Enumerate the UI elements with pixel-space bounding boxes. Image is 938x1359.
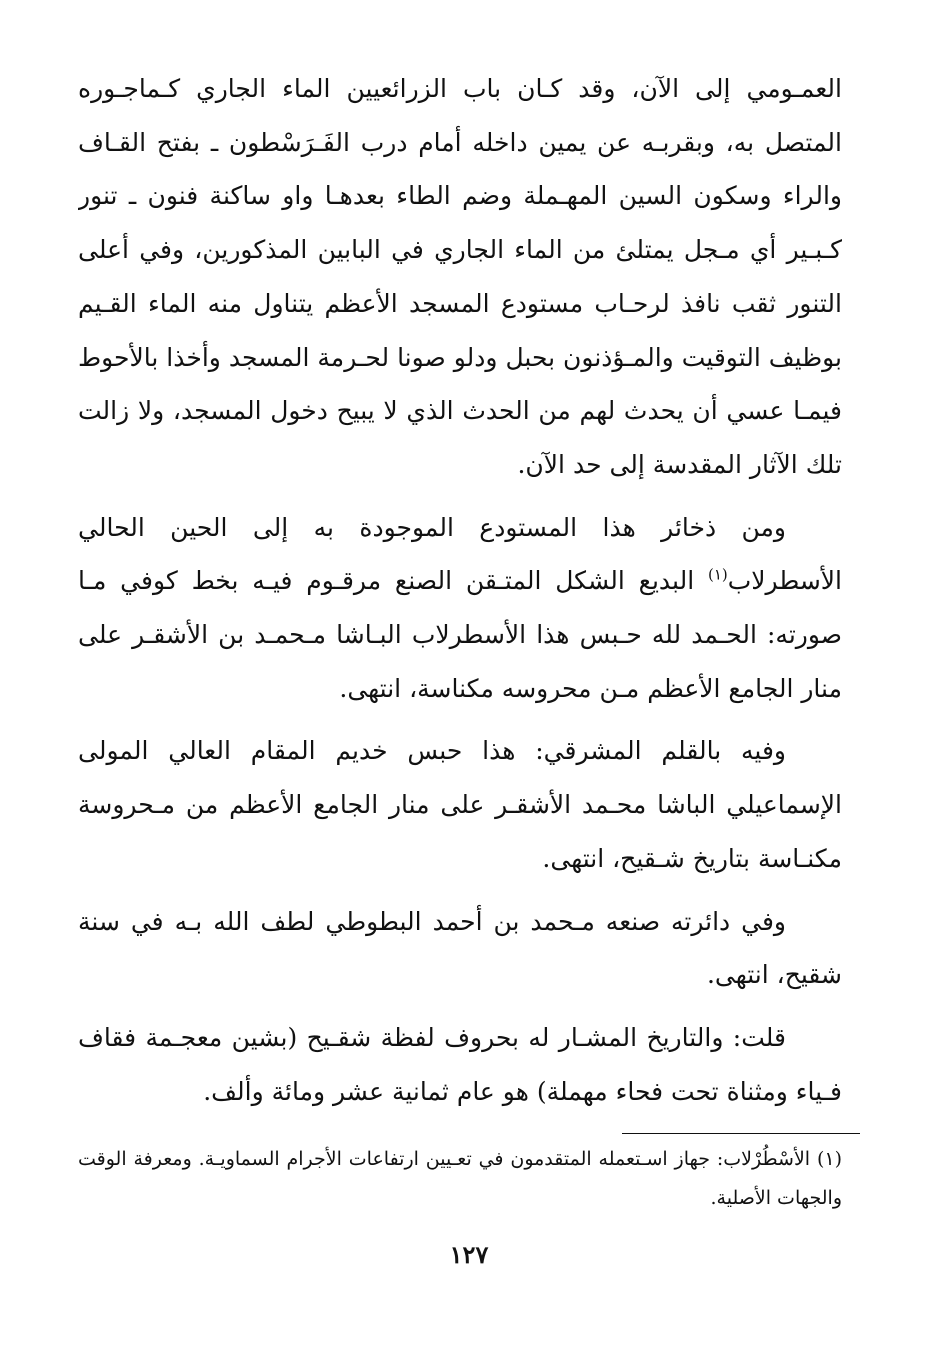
footnote-1: (١) الأسْطُرْلاب: جهاز اسـتعمله المتقدمون في تعـيين ارتفاعات الأجرام السماويـة. ومعرفة الوقت والجهات الأصلية. xyxy=(78,1148,842,1209)
paragraph-1: العمـومي إلى الآن، وقد كـان باب الزرائعيين الماء الجاري كـماجـوره المتصل به، وبقربـه عن يمين داخله أمام درب الفَـرَسْطون ـ بفتح القـاف والراء وسكون السين المهـملة وضم الطاء بعدهـا واو ساكنة فنون ـ تنور كـبـير أي مـجل يمتلئ من الماء الجاري في البابين المذكورين، وفي أعلى التنور ثقب نافذ لرحـاب مستودع المسجد الأعظم يتناول منه الماء القـيم بوظيف التوقيت والمـؤذنون بحبل ودلو صونا لحـرمة المسجد وأخذا بالأحوط فيمـا عسي أن يحدث لهم من الحدث الذي لا يبيح دخول المسجد، ولا زالت تلك الآثار المقدسة إلى حد الآن. xyxy=(78,74,842,479)
body-text xyxy=(78,62,842,1122)
paragraph-5: قلت: والتاريخ المشـار له بحروف لفظة شقـيح (بشين معجـمة فقاف فـياء ومثناة تحت فحاء مهملة) هو عام ثمانية عشر ومائة وألف. xyxy=(78,1022,842,1106)
footnote-reference: (١) xyxy=(707,566,728,584)
footnotes xyxy=(78,1140,842,1218)
book-page xyxy=(78,62,842,1122)
paragraph-2-start: ومن ذخائر هذا المستودع الموجودة به إلى الحين الحالي الأسطرلاب xyxy=(78,512,842,596)
paragraph-2-end: البديع الشكل المتـقن الصنع مرقـوم فيـه بخط كوفي مـا صورته: الحـمد لله حـبس هذا الأسطرلاب البـاشا مـحمـد بن الأشقـر على منار الجامع الأعظم مـن محروسه مكناسة، انتهى. xyxy=(78,566,842,703)
page-number: ١٢٧ xyxy=(449,1240,489,1269)
paragraph-2 xyxy=(78,501,842,716)
paragraph-3: وفيه بالقلم المشرقي: هذا حبس خديم المقام العالي المولى الإسماعيلي الباشا محـمد الأشقـر على منار الجامع الأعظم من مـحروسة مكنـاسة بتاريخ شـقيح، انتهى. xyxy=(78,736,842,873)
footnote-separator xyxy=(622,1133,860,1134)
paragraph-4: وفي دائرته صنعه مـحمد بن أحمد البطوطي لطف الله بـه في سنة شقيح، انتهى. xyxy=(78,906,842,990)
